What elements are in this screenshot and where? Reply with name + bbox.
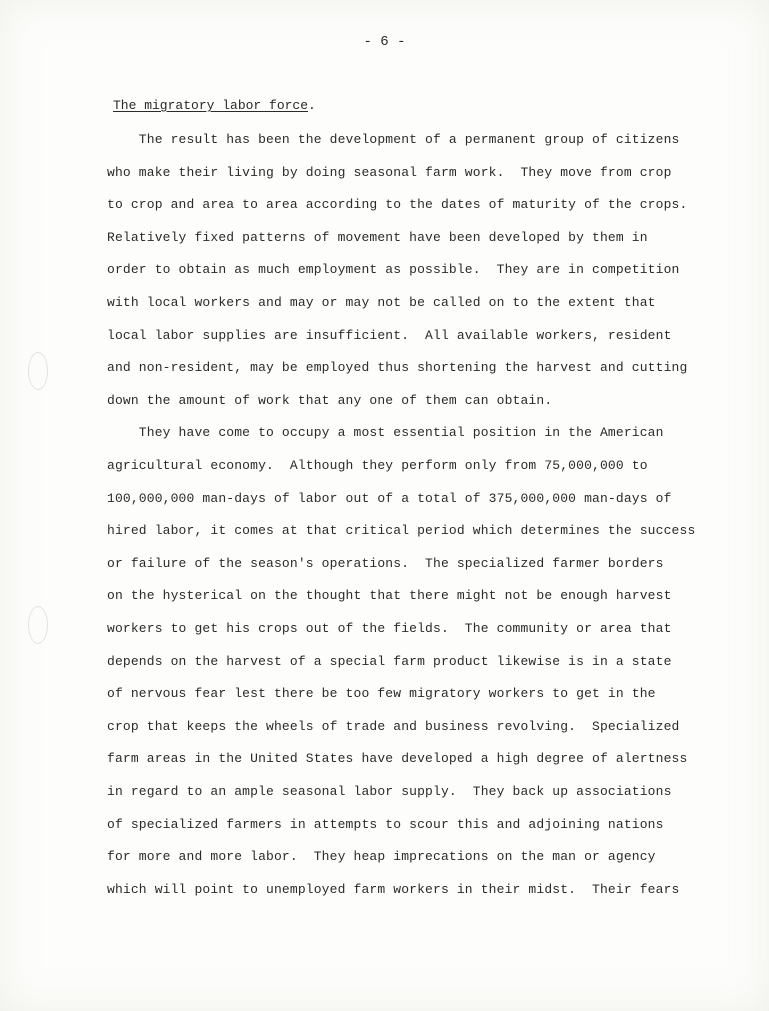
body-line: depends on the harvest of a special farm product likewise is in a state — [107, 653, 672, 669]
body-line: agricultural economy. Although they perform only from 75,000,000 to — [107, 458, 648, 473]
section-heading-text: The migratory labor force — [113, 98, 309, 113]
body-line: workers to get his crops out of the fields. The community or area that — [107, 621, 672, 636]
section-heading — [113, 98, 316, 113]
body-line: with local workers and may or may not be called on to the extent that — [107, 295, 656, 310]
body-line: or failure of the season's operations. The specialized farmer borders — [107, 555, 664, 571]
punch-hole-mark — [28, 352, 48, 390]
body-line: down the amount of work that any one of them can obtain. — [107, 392, 553, 408]
body-line: local labor supplies are insufficient. All available workers, resident — [107, 327, 672, 343]
section-heading-period: . — [308, 98, 316, 113]
body-line: Relatively fixed patterns of movement have been developed by them in — [107, 229, 648, 245]
body-line: farm areas in the United States have developed a high degree of alertness — [107, 751, 688, 767]
body-line: in regard to an ample seasonal labor supply. They back up associations — [107, 784, 672, 799]
body-line: on the hysterical on the thought that there might not be enough harvest — [107, 588, 672, 604]
body-line: 100,000,000 man-days of labor out of a total of 375,000,000 man-days of — [107, 490, 672, 506]
body-line: The result has been the development of a permanent group of citizens — [107, 132, 680, 147]
body-line: order to obtain as much employment as possible. They are in competition — [107, 262, 680, 278]
page-number: - 6 - — [363, 34, 406, 50]
body-line: who make their living by doing seasonal farm work. They move from crop — [107, 164, 672, 180]
body-line: which will point to unemployed farm workers in their midst. Their fears — [107, 881, 680, 897]
body-line: They have come to occupy a most essential position in the American — [107, 425, 664, 441]
body-line: and non-resident, may be employed thus shortening the harvest and cutting — [107, 360, 688, 376]
body-line: to crop and area to area according to the dates of maturity of the crops. — [107, 197, 688, 213]
punch-hole-mark — [28, 606, 48, 644]
body-line: for more and more labor. They heap imprecations on the man or agency — [107, 849, 656, 865]
body-line: of nervous fear lest there be too few migratory workers to get in the — [107, 686, 656, 702]
body-line: crop that keeps the wheels of trade and business revolving. Specialized — [107, 718, 680, 734]
body-line: hired labor, it comes at that critical period which determines the success — [107, 523, 696, 539]
body-line: of specialized farmers in attempts to scour this and adjoining nations — [107, 816, 664, 832]
